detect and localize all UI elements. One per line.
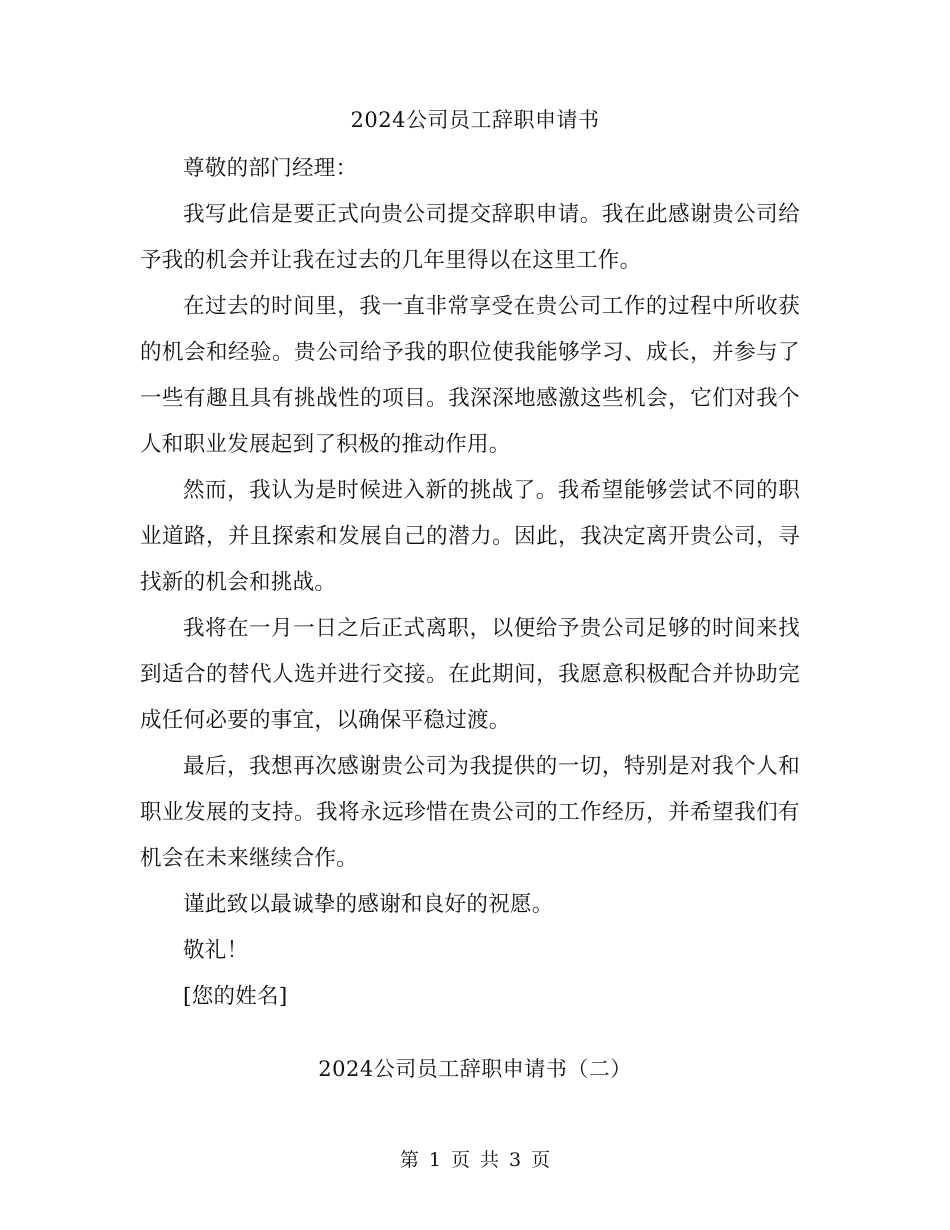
document-body <box>140 146 800 1020</box>
body-paragraph-5: 最后，我想再次感谢贵公司为我提供的一切，特别是对我个人和职业发展的支持。我将永远珍惜在贵公司的工作经历，并希望我们有机会在未来继续合作。 <box>140 754 800 871</box>
next-document-title: 2024公司员工辞职申请书（二） <box>318 1057 632 1081</box>
body-paragraph-2: 在过去的时间里，我一直非常享受在贵公司工作的过程中所收获的机会和经验。贵公司给予我的职位使我能够学习、成长，并参与了一些有趣且具有挑战性的项目。我深深地感激这些机会，它们对我个人和职业发展起到了积极的推动作用。 <box>140 294 800 457</box>
body-paragraph-6: 谨此致以最诚挚的感谢和良好的祝愿。 <box>183 892 554 917</box>
closing-line: 敬礼！ <box>183 938 249 963</box>
body-paragraph-4: 我将在一月一日之后正式离职，以便给予贵公司足够的时间来找到适合的替代人选并进行交接。在此期间，我愿意积极配合并协助完成任何必要的事宜，以确保平稳过渡。 <box>140 616 800 733</box>
page-indicator: 第 1 页 共 3 页 <box>399 1149 551 1171</box>
document-title: 2024公司员工辞职申请书 <box>350 108 600 132</box>
body-paragraph-1: 我写此信是要正式向贵公司提交辞职申请。我在此感谢贵公司给予我的机会并让我在过去的几年里得以在这里工作。 <box>140 202 800 273</box>
salutation: 尊敬的部门经理： <box>183 156 358 181</box>
signature-placeholder: [您的姓名] <box>183 984 288 1009</box>
body-paragraph-3: 然而，我认为是时候进入新的挑战了。我希望能够尝试不同的职业道路，并且探索和发展自己的潜力。因此，我决定离开贵公司，寻找新的机会和挑战。 <box>140 478 800 595</box>
